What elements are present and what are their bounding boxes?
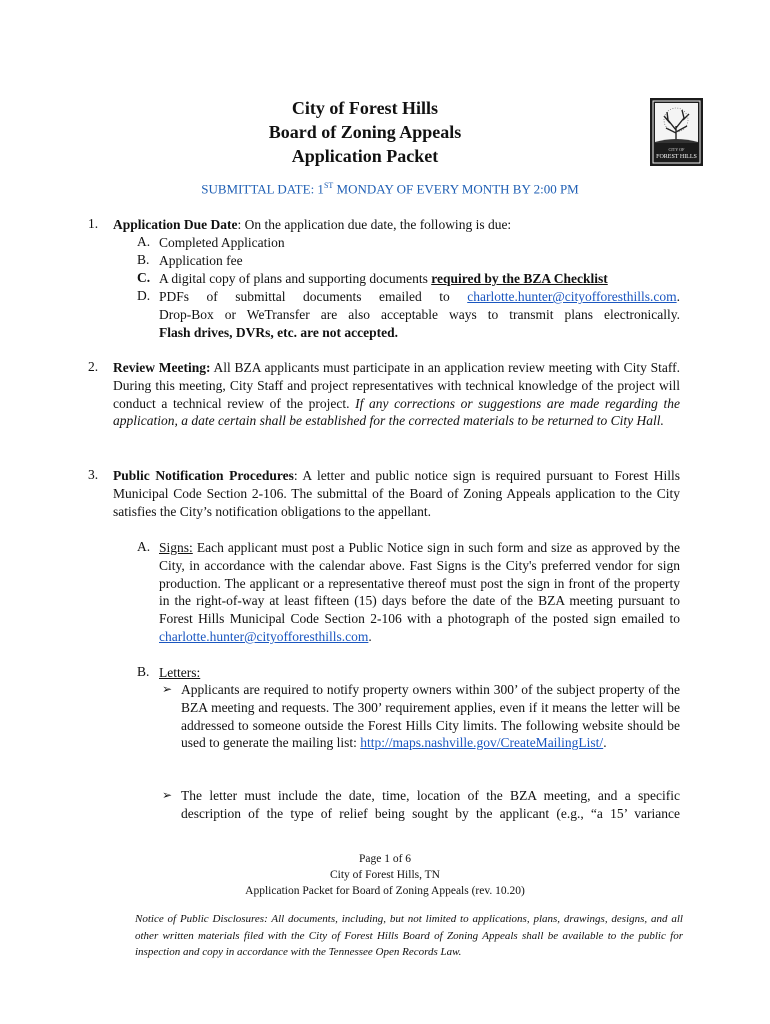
section-3-body: : A letter and public notice sign is required pursuant to Forest Hills Municipal Code Section 2-106. The submittal of the Board of Zoning Appeals application to the City satisfies the City’s notification obligations to the appellant. — [113, 468, 681, 519]
item-1b-letter: B. — [137, 252, 150, 267]
signs-after: . — [368, 628, 372, 644]
section-1-number: 1. — [88, 216, 99, 231]
section-2-number: 2. — [88, 359, 99, 374]
logo-line-1: CITY OF — [668, 147, 685, 152]
bullet-2-text: The letter must include the date, time, location of the BZA meeting, and a specific description of the type of relief being sought by the applicant (e.g., “a 15’ variance — [181, 788, 680, 821]
item-1b-text: Application fee — [159, 253, 243, 268]
city-logo — [650, 98, 703, 166]
item-1d-after: . — [676, 289, 680, 304]
page-number: Page 1 of 6 — [358, 853, 412, 865]
section-2-italic: If any corrections or suggestions are made regarding the application, a date certain shall be established for the corrected materials to be returned to City Hall. — [113, 395, 680, 429]
section-2-body: All BZA applicants must participate in an application review meeting with City Staff. During this meeting, City Staff and project representatives with technical knowledge of the project will conduct a technical review of the project. — [113, 360, 680, 411]
title-line-2: Board of Zoning Appeals — [268, 122, 462, 142]
email-link-2[interactable]: charlotte.hunter@cityofforesthills.com — [159, 628, 369, 644]
item-1d-plain: PDFs of submittal documents emailed to — [159, 289, 468, 304]
public-disclosure-notice: Notice of Public Disclosures: All documents, including, but not limited to applications, plans, drawings, designs, and all other written materials filed with the City of Forest Hills Board of Zoning Appeals shall be available to the public for inspection and copy in accordance with the Tennessee Open Records Law. — [135, 913, 683, 958]
page-title — [150, 96, 580, 168]
section-1-heading: Application Due Date — [113, 217, 238, 232]
title-line-1: City of Forest Hills — [291, 98, 439, 118]
bullet-arrow-icon-1: ➢ — [162, 682, 173, 696]
page-footer — [150, 851, 620, 899]
item-1a-text: Completed Application — [159, 235, 285, 250]
mailing-list-link[interactable]: http://maps.nashville.gov/CreateMailingList/ — [360, 735, 604, 751]
item-1c-text — [159, 270, 689, 288]
bullet-arrow-icon-2: ➢ — [162, 788, 173, 802]
bullet-1-body: Applicants are required to notify property owners within 300’ of the subject property of the BZA meeting and requests. The 300’ requirement applies, even if it means the letter will be addressed to someone outside the Forest Hills City limits. The following website should be used to generate the mailing list: — [181, 682, 680, 751]
bullet-1-text — [181, 681, 680, 752]
signs-body: Each applicant must post a Public Notice sign in such form and size as approved by the City, in accordance with the calendar above. Fast Signs is the City's preferred vendor for sign production. The applicant or a representative thereof must post the sign in front of the property in the right-of-way at least fifteen (15) days before the date of the BZA meeting pursuant to Forest Hills Municipal Code Section 2-106 with a photograph of the posted sign emailed to — [159, 540, 680, 627]
item-1c-letter: C. — [137, 270, 151, 285]
letters-heading: Letters: — [159, 665, 201, 680]
logo-line-2: FOREST HILLS — [656, 154, 697, 160]
item-3a-letter: A. — [137, 539, 151, 554]
item-1d-letter: D. — [137, 288, 151, 303]
footer-packet: Application Packet for Board of Zoning Appeals (rev. 10.20) — [245, 885, 525, 897]
section-3-heading: Public Notification Procedures — [113, 468, 294, 483]
section-1-text: : On the application due date, the following is due: — [237, 217, 512, 232]
bullet-1-after: . — [603, 735, 607, 751]
section-3-number: 3. — [88, 467, 99, 482]
item-1a-letter: A. — [137, 234, 151, 249]
tree-icon — [650, 98, 703, 166]
title-line-3: Application Packet — [291, 146, 439, 166]
item-1d-text-2: Drop-Box or WeTransfer are also acceptable ways to transmit plans electronically. — [159, 307, 680, 322]
signs-heading: Signs: — [159, 540, 193, 555]
submittal-prefix: SUBMITTAL DATE: 1 — [201, 181, 324, 197]
section-2-text — [113, 359, 680, 430]
bza-checklist-text: required by the BZA Checklist — [431, 271, 608, 286]
item-3b-letter: B. — [137, 664, 150, 679]
section-1-heading-line — [113, 216, 683, 234]
item-1d-text — [159, 288, 680, 306]
item-3a-text — [159, 539, 680, 646]
section-2-heading: Review Meeting: — [113, 360, 211, 375]
email-link-1[interactable]: charlotte.hunter@cityofforesthills.com — [467, 289, 677, 304]
footer-city: City of Forest Hills, TN — [329, 869, 440, 881]
submittal-suffix: MONDAY OF EVERY MONTH BY 2:00 PM — [333, 181, 579, 197]
item-1d-bold: Flash drives, DVRs, etc. are not accepted. — [159, 325, 398, 340]
submittal-sup: ST — [323, 181, 334, 190]
item-1c-plain: A digital copy of plans and supporting documents — [159, 271, 432, 286]
section-3-text — [113, 467, 680, 520]
submittal-date — [150, 181, 630, 197]
